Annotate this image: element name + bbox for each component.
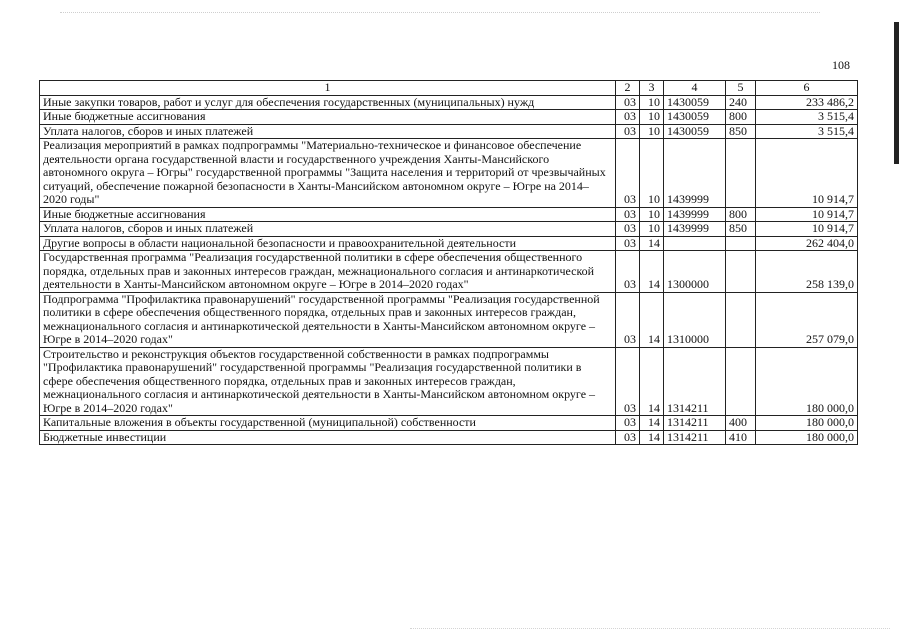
column-header: 5 xyxy=(726,81,756,96)
table-row xyxy=(40,430,858,445)
expense-type-cell: 400 xyxy=(726,416,756,431)
section-code-cell: 03 xyxy=(616,430,640,445)
target-article-cell xyxy=(664,236,726,251)
target-article-cell: 1300000 xyxy=(664,251,726,293)
scan-artifact-top xyxy=(60,12,820,14)
target-article-cell: 1439999 xyxy=(664,222,726,237)
table-row xyxy=(40,292,858,347)
row-name-cell: Подпрограмма "Профилактика правонарушений" государственной программы "Реализация государственной политики в сфере обеспечения общественного порядка, отдельных прав и законных интересов граждан, межнационального согласия и антинаркотической деятельности в Ханты-Мансийском автономном округе – Югре в 2014–2020 годах" xyxy=(40,292,616,347)
amount-cell: 262 404,0 xyxy=(756,236,858,251)
section-code-cell: 03 xyxy=(616,251,640,293)
row-name-cell: Капитальные вложения в объекты государственной (муниципальной) собственности xyxy=(40,416,616,431)
amount-cell: 10 914,7 xyxy=(756,207,858,222)
row-name-cell: Бюджетные инвестиции xyxy=(40,430,616,445)
subsection-code-cell: 14 xyxy=(640,292,664,347)
table-row xyxy=(40,207,858,222)
subsection-code-cell: 14 xyxy=(640,236,664,251)
section-code-cell: 03 xyxy=(616,347,640,416)
expense-type-cell: 800 xyxy=(726,110,756,125)
table-row xyxy=(40,236,858,251)
row-name-cell: Другие вопросы в области национальной безопасности и правоохранительной деятельности xyxy=(40,236,616,251)
column-header: 3 xyxy=(640,81,664,96)
amount-cell: 3 515,4 xyxy=(756,124,858,139)
section-code-cell: 03 xyxy=(616,416,640,431)
row-name-cell: Уплата налогов, сборов и иных платежей xyxy=(40,222,616,237)
expense-type-cell: 850 xyxy=(726,124,756,139)
expense-type-cell: 410 xyxy=(726,430,756,445)
subsection-code-cell: 10 xyxy=(640,110,664,125)
target-article-cell: 1310000 xyxy=(664,292,726,347)
page-number: 108 xyxy=(832,58,850,72)
expense-type-cell xyxy=(726,236,756,251)
section-code-cell: 03 xyxy=(616,110,640,125)
row-name-cell: Иные закупки товаров, работ и услуг для обеспечения государственных (муниципальных) нужд xyxy=(40,95,616,110)
subsection-code-cell: 14 xyxy=(640,347,664,416)
target-article-cell: 1314211 xyxy=(664,347,726,416)
section-code-cell: 03 xyxy=(616,207,640,222)
table-row xyxy=(40,139,858,208)
table-row xyxy=(40,416,858,431)
target-article-cell: 1439999 xyxy=(664,207,726,222)
column-header: 1 xyxy=(40,81,616,96)
row-name-cell: Реализация мероприятий в рамках подпрограммы "Материально-техническое и финансовое обеспечение деятельности органа государственной власти и государственного учреждения Ханты-Мансийского автономного округа – Югры" государственной программы "Защита населения и территорий от чрезвычайных ситуаций, обеспечение пожарной безопасности в Ханты-Мансийском автономном округе – Югре на 2014–2020 годы" xyxy=(40,139,616,208)
row-name-cell: Строительство и реконструкция объектов государственной собственности в рамках подпрограммы "Профилактика правонарушений" государственной программы "Реализация государственной политики в сфере обеспечения общественного порядка, отдельных прав и законных интересов граждан, межнационального согласия и антинаркотической деятельности в Ханты-Мансийском автономном округе – Югре в 2014–2020 годах" xyxy=(40,347,616,416)
amount-cell: 180 000,0 xyxy=(756,416,858,431)
row-name-cell: Иные бюджетные ассигнования xyxy=(40,207,616,222)
subsection-code-cell: 10 xyxy=(640,95,664,110)
subsection-code-cell: 10 xyxy=(640,222,664,237)
target-article-cell: 1314211 xyxy=(664,416,726,431)
column-header: 4 xyxy=(664,81,726,96)
target-article-cell: 1430059 xyxy=(664,110,726,125)
section-code-cell: 03 xyxy=(616,95,640,110)
table-row xyxy=(40,110,858,125)
table-row xyxy=(40,124,858,139)
table-body xyxy=(40,95,858,445)
section-code-cell: 03 xyxy=(616,139,640,208)
section-code-cell: 03 xyxy=(616,124,640,139)
section-code-cell: 03 xyxy=(616,292,640,347)
amount-cell: 10 914,7 xyxy=(756,139,858,208)
section-code-cell: 03 xyxy=(616,222,640,237)
subsection-code-cell: 10 xyxy=(640,124,664,139)
amount-cell: 10 914,7 xyxy=(756,222,858,237)
subsection-code-cell: 14 xyxy=(640,416,664,431)
subsection-code-cell: 14 xyxy=(640,251,664,293)
amount-cell: 180 000,0 xyxy=(756,347,858,416)
table-row xyxy=(40,95,858,110)
expense-type-cell xyxy=(726,347,756,416)
amount-cell: 257 079,0 xyxy=(756,292,858,347)
expense-type-cell xyxy=(726,139,756,208)
scan-edge-mark xyxy=(894,22,899,164)
row-name-cell: Уплата налогов, сборов и иных платежей xyxy=(40,124,616,139)
subsection-code-cell: 14 xyxy=(640,430,664,445)
column-header: 6 xyxy=(756,81,858,96)
expense-type-cell xyxy=(726,292,756,347)
subsection-code-cell: 10 xyxy=(640,207,664,222)
expense-type-cell: 800 xyxy=(726,207,756,222)
expense-type-cell xyxy=(726,251,756,293)
scan-artifact-bottom xyxy=(410,628,890,630)
amount-cell: 258 139,0 xyxy=(756,251,858,293)
column-header: 2 xyxy=(616,81,640,96)
expense-type-cell: 240 xyxy=(726,95,756,110)
target-article-cell: 1430059 xyxy=(664,124,726,139)
table-row xyxy=(40,251,858,293)
target-article-cell: 1314211 xyxy=(664,430,726,445)
table-row xyxy=(40,222,858,237)
row-name-cell: Государственная программа "Реализация государственной политики в сфере обеспечения общественного порядка, отдельных прав и законных интересов граждан, межнационального согласия и антинаркотической деятельности в Ханты-Мансийском автономном округе – Югре в 2014–2020 годах" xyxy=(40,251,616,293)
section-code-cell: 03 xyxy=(616,236,640,251)
expense-type-cell: 850 xyxy=(726,222,756,237)
amount-cell: 3 515,4 xyxy=(756,110,858,125)
target-article-cell: 1439999 xyxy=(664,139,726,208)
target-article-cell: 1430059 xyxy=(664,95,726,110)
amount-cell: 233 486,2 xyxy=(756,95,858,110)
row-name-cell: Иные бюджетные ассигнования xyxy=(40,110,616,125)
budget-table xyxy=(39,80,858,445)
table-header-row xyxy=(40,81,858,96)
subsection-code-cell: 10 xyxy=(640,139,664,208)
amount-cell: 180 000,0 xyxy=(756,430,858,445)
table-row xyxy=(40,347,858,416)
